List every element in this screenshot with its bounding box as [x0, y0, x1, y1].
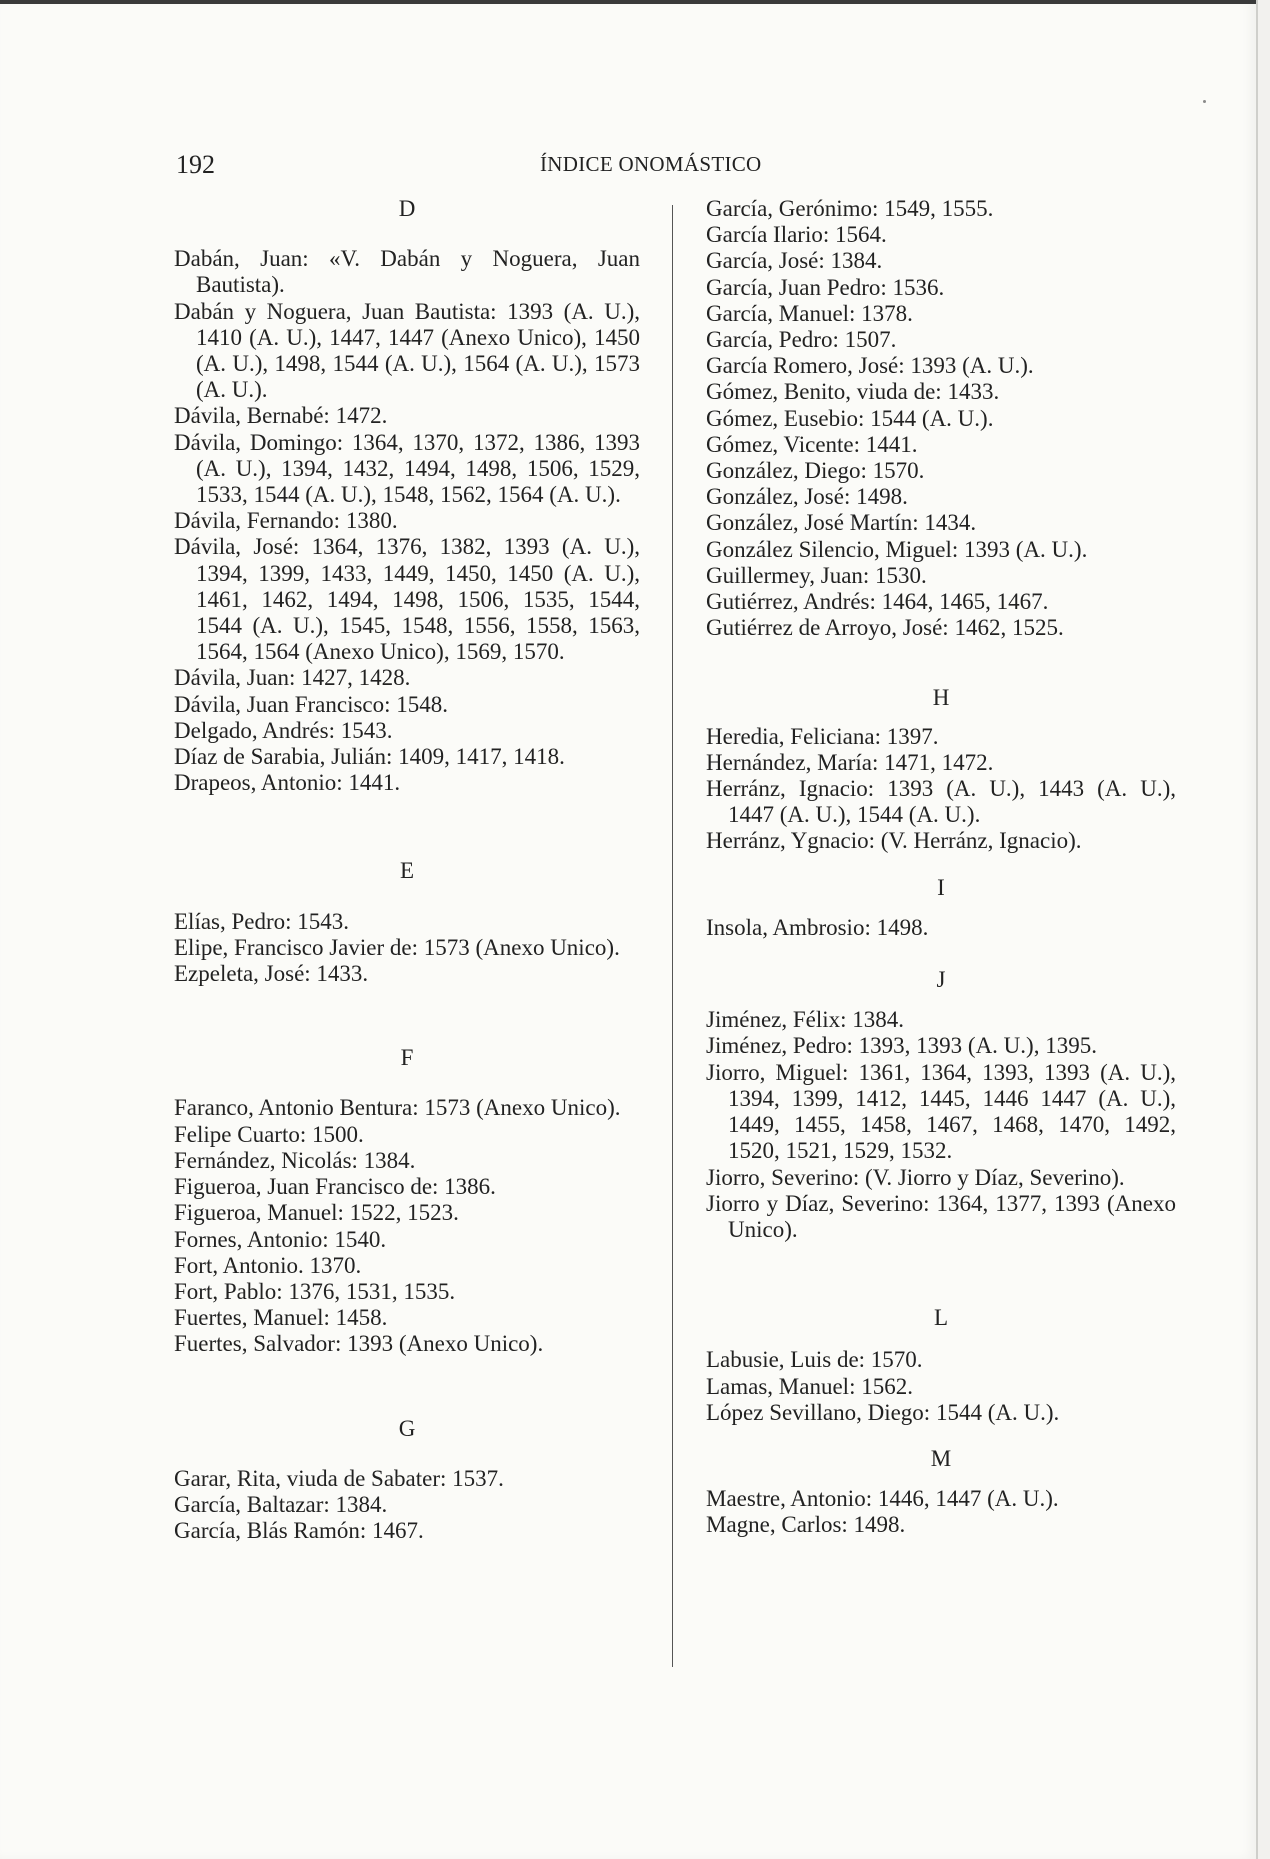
index-entry: Maestre, Antonio: 1446, 1447 (A. U.).: [706, 1486, 1059, 1512]
index-entry: Gómez, Benito, viuda de: 1433.: [706, 379, 1000, 405]
index-entry: Dávila, Domingo: 1364, 1370, 1372, 1386, 1393 (A. U.), 1394, 1432, 1494, 1498, 1506, 1529, 1533, 1544 (A. U.), 1548, 1562, 1564 (A. U.).: [174, 429, 640, 508]
index-entry: Insola, Ambrosio: 1498.: [706, 914, 929, 940]
index-entry: Heredia, Feliciana: 1397.: [706, 723, 939, 749]
section-letter-h: H: [932, 685, 950, 711]
index-entry: Delgado, Andrés: 1543.: [174, 717, 393, 743]
index-entry: García, Pedro: 1507.: [706, 327, 897, 353]
index-entry: Jiorro, Severino: (V. Jiorro y Díaz, Severino).: [706, 1164, 1125, 1190]
index-entry: Dávila, Juan: 1427, 1428.: [174, 665, 411, 691]
page-number: 192: [176, 150, 215, 179]
index-entry: Dávila, Fernando: 1380.: [174, 508, 398, 534]
index-entry: González, Diego: 1570.: [706, 458, 925, 484]
index-entry: Gómez, Eusebio: 1544 (A. U.).: [706, 405, 994, 431]
index-entry: Figueroa, Juan Francisco de: 1386.: [174, 1174, 496, 1200]
index-entry: Magne, Carlos: 1498.: [706, 1512, 906, 1538]
index-entry: González Silencio, Miguel: 1393 (A. U.).: [706, 536, 1088, 562]
index-entry: Jiménez, Félix: 1384.: [706, 1007, 905, 1033]
running-title: ÍNDICE ONOMÁSTICO: [540, 152, 762, 176]
index-entry: Herránz, Ygnacio: (V. Herránz, Ignacio).: [706, 828, 1082, 854]
index-entry: Fornes, Antonio: 1540.: [174, 1226, 387, 1252]
section-letter-m: M: [930, 1445, 952, 1471]
index-entry: Dávila, Bernabé: 1472.: [174, 403, 388, 429]
index-entry: González, José: 1498.: [706, 484, 908, 510]
index-entry: Gutiérrez de Arroyo, José: 1462, 1525.: [706, 615, 1064, 641]
index-entry: Herránz, Ignacio: 1393 (A. U.), 1443 (A. U.), 1447 (A. U.), 1544 (A. U.).: [706, 776, 1176, 828]
section-letter-d: D: [398, 196, 416, 221]
right-column: [706, 196, 1176, 1539]
column-divider: [672, 205, 673, 1667]
index-entry: Dabán y Noguera, Juan Bautista: 1393 (A. U.), 1410 (A. U.), 1447, 1447 (Anexo Unico), 1450 (A. U.), 1498, 1544 (A. U.), 1564 (A. U.), 1573 (A. U.).: [174, 298, 640, 403]
index-entry: Elías, Pedro: 1543.: [174, 908, 350, 934]
index-entry: Jiorro, Miguel: 1361, 1364, 1393, 1393 (A. U.), 1394, 1399, 1412, 1445, 1446 1447 (A. U.), 1449, 1455, 1458, 1467, 1468, 1470, 1492, 1520, 1521, 1529, 1532.: [706, 1059, 1176, 1164]
left-column: [174, 196, 640, 1544]
index-entry: García, Manuel: 1378.: [706, 300, 913, 326]
index-entry: Figueroa, Manuel: 1522, 1523.: [174, 1200, 459, 1226]
index-entry: Garar, Rita, viuda de Sabater: 1537.: [174, 1465, 504, 1491]
index-entry: Ezpeleta, José: 1433.: [174, 961, 369, 987]
section-letter-e: E: [399, 858, 415, 884]
index-entry: Fernández, Nicolás: 1384.: [174, 1147, 416, 1173]
index-entry: Jiménez, Pedro: 1393, 1393 (A. U.), 1395.: [706, 1033, 1097, 1059]
index-entry: García Romero, José: 1393 (A. U.).: [706, 353, 1034, 379]
index-entry: García, Juan Pedro: 1536.: [706, 274, 945, 300]
index-entry: Felipe Cuarto: 1500.: [174, 1121, 364, 1147]
paper-speck: [1203, 100, 1206, 103]
index-entry: Fort, Pablo: 1376, 1531, 1535.: [174, 1278, 456, 1304]
index-entry: Faranco, Antonio Bentura: 1573 (Anexo Unico).: [174, 1095, 621, 1121]
index-entry: Hernández, María: 1471, 1472.: [706, 749, 994, 775]
index-entry: Fuertes, Salvador: 1393 (Anexo Unico).: [174, 1331, 544, 1357]
index-entry: González, José Martín: 1434.: [706, 510, 977, 536]
index-entry: Gómez, Vicente: 1441.: [706, 431, 918, 457]
index-entry: García, José: 1384.: [706, 248, 883, 274]
index-entry: Dabán, Juan: «V. Dabán y Noguera, Juan Bautista).: [174, 246, 640, 298]
index-entry: Jiorro y Díaz, Severino: 1364, 1377, 1393 (Anexo Unico).: [706, 1190, 1176, 1242]
index-entry: Fort, Antonio. 1370.: [174, 1252, 362, 1278]
index-entry: Dávila, José: 1364, 1376, 1382, 1393 (A. U.), 1394, 1399, 1433, 1449, 1450, 1450 (A. U.), 1461, 1462, 1494, 1498, 1506, 1535, 1544, 1544 (A. U.), 1545, 1548, 1556, 1558, 1563, 1564, 1564 (Anexo Unico), 1569, 1570.: [174, 534, 640, 665]
section-letter-g: G: [398, 1415, 416, 1441]
section-letter-i: I: [937, 874, 945, 900]
index-entry: Dávila, Juan Francisco: 1548.: [174, 691, 449, 717]
index-entry: Díaz de Sarabia, Julián: 1409, 1417, 1418.: [174, 744, 565, 770]
index-entry: López Sevillano, Diego: 1544 (A. U.).: [706, 1399, 1060, 1425]
index-entry: Lamas, Manuel: 1562.: [706, 1373, 913, 1399]
section-letter-j: J: [936, 967, 946, 993]
index-entry: Drapeos, Antonio: 1441.: [174, 770, 401, 796]
section-letter-f: F: [400, 1045, 414, 1071]
top-edge-rule: [0, 0, 1256, 4]
index-entry: Fuertes, Manuel: 1458.: [174, 1305, 388, 1331]
index-entry: Gutiérrez, Andrés: 1464, 1465, 1467.: [706, 589, 1049, 615]
index-entry: Guillermey, Juan: 1530.: [706, 562, 927, 588]
index-entry: García, Gerónimo: 1549, 1555.: [706, 196, 994, 221]
index-entry: García, Baltazar: 1384.: [174, 1491, 388, 1517]
index-entry: García, Blás Ramón: 1467.: [174, 1518, 424, 1544]
index-entry: García Ilario: 1564.: [706, 222, 887, 248]
index-entry: Elipe, Francisco Javier de: 1573 (Anexo Unico).: [174, 934, 620, 960]
index-entry: Labusie, Luis de: 1570.: [706, 1347, 923, 1373]
section-letter-l: L: [933, 1305, 949, 1331]
